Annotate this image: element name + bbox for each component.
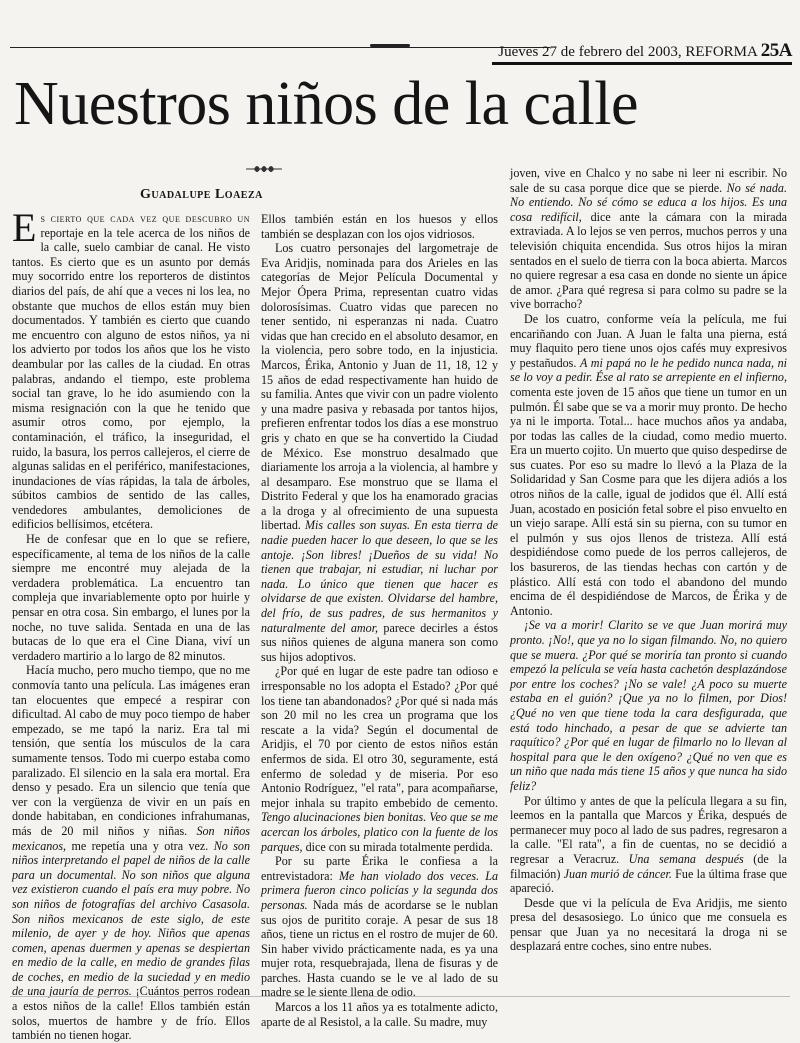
paragraph: Desde que vi la película de Eva Aridjis, me siento presa del desasosiego. Lo único que me consuela es pensar que Juan ya no necesitará la droga ni se desplazará entre coches, sino entre nubes.: [510, 895, 787, 954]
column-2: [261, 212, 499, 1029]
paragraph-text: ¡Cuántos perros rodean a estos niños de la calle! Ellos también están solos, muertos de hambre y de frío. Ellos también no tienen hogar.: [12, 984, 251, 1043]
italic-text: Una semana después: [628, 851, 744, 866]
italic-text: Me han violado dos veces. La primera fueron cinco policías y la segunda dos personas.: [261, 868, 499, 912]
paragraph-text: ¿Por qué en lugar de este padre tan odioso e irresponsable no los adopta el Estado? ¿Por qué los tiene tan abandonados? ¿Por qué si nada más son 20 mil no les crea un programa que los rescate a la vida? Según el documental de Aridjis, el 70 por ciento de estos niños están enfermos de sida. El otro 30, seguramente, está enfermo de soledad y de miseria. Por eso Antonio Rodríguez, "el rata", para acompañarse, mejor inhala su trapito embebido de cemento.: [261, 664, 498, 810]
paragraph-text: Fue la última frase que apareció.: [510, 866, 787, 896]
paragraph-text: parece decirles a éstos sus niños quienes de alguna manera son como sus hijos adoptivos.: [261, 620, 499, 664]
top-rule: [10, 47, 550, 48]
paragraph-text: (de la filmación): [510, 851, 787, 881]
paragraph-text: me repetía una y otra vez.: [71, 838, 209, 853]
paragraph-text: dice ante la cámara con la mirada extraviada. A lo lejos se ven perros, muchos perros y una televisión chiquita encendida. Sus otros hijos la miran sentados en el suelo de tierra con la boca abierta. Marcos no quiere regresar a esa casa en donde no siente un ápice de amor. ¿Para qué regresa si para colmo su padre se la vive borracho?: [510, 209, 788, 312]
paragraph: He de confesar que en lo que se refiere, específicamente, al tema de los niños de la calle siempre me encontré muy alejada de la verdadera problemática. La encuentro tan compleja que invariablemente opto por huirle y pensar en otra cosa. Sin embargo, el lunes por la noche, no tuve salida. Sentada en una de las butacas de lo que era el Cine Diana, viví un verdadero martirio a lo largo de 82 minutos.: [12, 532, 250, 663]
column-1: [12, 205, 251, 1043]
paragraph: [510, 166, 787, 312]
italic-text: Tengo alucinaciones bien bonitas. Veo que se me acercan los árboles, platico con la fuente de los parques,: [261, 810, 498, 854]
byline: Guadalupe Loaeza: [140, 187, 263, 202]
paragraph-text: dice con su mirada totalmente perdida.: [305, 839, 493, 854]
drop-cap: E: [12, 205, 37, 250]
column-3: [510, 166, 787, 996]
lead-in: s cierto que cada vez que descubro un: [40, 211, 250, 225]
paragraph-text: Nada más de acordarse se le nublan sus ojos de puritito coraje. A pesar de sus 18 años, tiene un rictus en el rostro de mujer de 60. Sin haber vivido prácticamente nada, es ya una mujer rota, resquebrajada, llena de fisuras y de parches. Hasta cuando se le ve al lado de su madre se le siente llena de odio.: [261, 897, 498, 1000]
page-header: [498, 40, 792, 62]
paragraph-text: De los cuatro, conforme veía la película, me fui encariñando con Juan. A Juan le falta una pierna, está muy flaquito pero tiene unos ojos cafés muy expresivos y pestañudos.: [510, 311, 787, 370]
paragraph: [510, 618, 787, 793]
paragraph: Ellos también están en los huesos y ellos también se desplazan con los ojos vidriosos.: [261, 212, 498, 241]
paragraph: [510, 312, 787, 618]
paragraph-text: Los cuatro personajes del largometraje de Eva Aridjis, nominada para dos Arieles en las categorías de Mejor Película Documental y Mejor Ópera Prima, representan cuatro vidas dolorosísimas. Cuatro vidas que parecen no tener sentido, ni esperanzas ni nada. Cuatro vidas que han crecido en el absoluto desamor, en la violencia, pero sobre todo, en la injusticia. Marcos, Érika, Antonio y Juan de 11, 18, 12 y 15 años de edad respectivamente han huido de su familia. Antes que vivir con un padre violento y una madre pasiva y rebasada por tantos hijos, prefieren enfrentar todos los días a ese monstruo gris y chato en que se ha convertido la Ciudad de México. Ese monstruo desalmado que diariamente los arroja a la violencia, al hambre y al desamparo. Ese monstruo que se llama el Distrito Federal y que los ha enamorado gracias a la droga y al ofrecimiento de una supuesta libertad.: [261, 241, 498, 533]
paragraph: [510, 794, 787, 896]
italic-text: No sé nada. No entiendo. No sé cómo se educa a los hijos. Es una cosa redifícil,: [510, 180, 787, 224]
top-rule-ornament: [370, 44, 410, 47]
paragraph-text: Hacía mucho, pero mucho tiempo, que no me conmovía tanto una película. Las imágenes eran tan elocuentes que empecé a respirar con dificultad. Al cabo de muy poco tiempo de haber empezado, se me tapó la nariz. Era tal mi tensión, que sentía los músculos de la cara sumamente tensos. Todo mi cuerpo estaba como paralizado. El silencio en la sala era mortal. Era denso y pesado. Era un silencio que tenía que ver con la vergüenza de vivir en un país en donde habitaban, en condiciones infrahumanas, más de 20 mil niños y niñas.: [12, 663, 250, 838]
date-line: Jueves 27 de febrero del 2003, REFORMA: [498, 44, 758, 60]
paragraph-text: joven, vive en Chalco y no sabe ni leer ni escribir. No sale de su casa porque dice que se pierde.: [510, 166, 787, 195]
leaf-ornament-icon: [244, 161, 284, 177]
header-rule: [492, 62, 792, 65]
paragraph: [261, 241, 498, 664]
italic-text: Juan murió de cáncer.: [563, 866, 672, 881]
paragraph: [12, 205, 250, 532]
page-number: 25A: [760, 40, 792, 61]
paragraph: [12, 663, 250, 1042]
headline: Nuestros niños de la calle: [14, 70, 639, 138]
italic-text: Son niños mexicanos,: [12, 823, 251, 853]
italic-text: Mis calles son suyas. En esta tierra de nadie pueden hacer lo que deseen, lo que se les antoje. ¡Son libres! ¡Dueños de su vida! No tienen que trabajar, ni estudiar, ni luchar por nada. Lo único que tienen que hacer es olvidarse de que existen. Olvidarse del hambre, del frío, de sus padres, de sus hermanitos y naturalmente del amor,: [261, 518, 498, 635]
italic-text: A mi papá no le he pedido nunca nada, ni se lo voy a pedir. Ése al rato se arrepiente en el infierno,: [510, 355, 787, 385]
paragraph: Marcos a los 11 años ya es totalmente adicto, aparte de al Resistol, a la calle. Su madre, muy: [261, 1000, 498, 1029]
paragraph: [261, 664, 498, 854]
italic-text: ¡Se va a morir! Clarito se ve que Juan morirá muy pronto. ¡No!, que ya no lo sigan filmando. No, no quiero que se muera. ¿Por qué se moriría tan pronto si cuando empezó la película se veía hasta cachetón desplazándose por entre los coches? ¡No se vale! ¿A poco su muerte estaba en el guión? ¡Que ya no lo filmen, por Dios! ¿Qué no ven que tiene toda la cara desfigurada, que está todo hinchado, a pesar de que se advierte tan raquítico? ¿Por qué en lugar de filmarlo no lo llevan al hospital para que le den oxígeno? ¿Qué no ven que es un niño que nada más tiene 15 años y que nunca ha sido feliz?: [510, 618, 787, 793]
paragraph-text: Por último y antes de que la película llegara a su fin, leemos en la pantalla que Marcos y Érika, después de permanecer muy poco al lado de sus padres, regresaron a la calle. "El rata", a fin de cuentas, no se decidió a regresar a Veracruz.: [510, 793, 787, 866]
paragraph: [261, 854, 498, 1000]
bottom-rule: [10, 996, 790, 997]
paragraph-text: reportaje en la tele acerca de los niños de la calle, suelo cambiar de canal. He visto tantos. Es cierto que es un asunto por demás muy socorrido entre los reporteros de distintos diarios del país, de ahí que a veces ni los lea, no obstante que muchos de ellos están muy bien documentados. Y también es cierto que cuando me encuentro con alguno de estos niños, ya ni los advierto por todos los años que los he visto deambular por las calles de la ciudad. En otras palabras, andando el tiempo, este problema social tan grave, lo he ido asumiendo con la misma resignación con la que he tenido que asumir otros como, por ejemplo, la contaminación, el tráfico, la inseguridad, el ruido, la basura, los perros callejeros, el cierre de algunas salidas en el periférico, manifestaciones, inundaciones de vías rápidas, la tala de árboles, súbitos cambios de sentido de las calles, vendedores ambulantes, demoliciones de edificios bellísimos, etcétera.: [12, 225, 250, 532]
paragraph-text: Por su parte Érika le confiesa a la entrevistadora:: [261, 854, 498, 883]
italic-text: No son niños interpretando el papel de niños de la calle para un documental. No son niños que alguna vez existieron cuando el país era muy pobre. No son niños de fotografías del archivo Casasola. Son niños mexicanos de este siglo, de este milenio, de ayer y de hoy. Niños que apenas comen, apenas duermen y apenas se despiertan en medio de la calle, en medio de grandes filas de coches, en medio de la suciedad y en medio de una jauría de perros.: [12, 838, 251, 999]
paragraph-text: comenta este joven de 15 años que tiene un tumor en un pulmón. Él sabe que se va a morir muy pronto. De hecho ya ni le importa. Total... hace muchos años ya andaba, por todas las calles de la ciudad, como medio muerto. Era un muerto cojito. Un muerto que quiso despedirse de sus cuates. Por eso su madre lo llevó a la Plaza de la Solidaridad y San Cosme para que les dijera adiós a los otros niños de la calle, igual de jodidos que él. Allí está Juan, acostado en posición fetal sobre el piso envuelto en un viejo sarape. Allí está sin su pierna, con su tumor en el pulmón y sus ojos llenos de tristeza. Allí está despidiéndose como puede de los perros callejeros, de los basureros, de las tiendas hechas con cartón y de plástico. Allí está con todo el abandono del mundo encima de él despidiéndose de Marcos, de Érika y de Antonio.: [510, 384, 787, 618]
